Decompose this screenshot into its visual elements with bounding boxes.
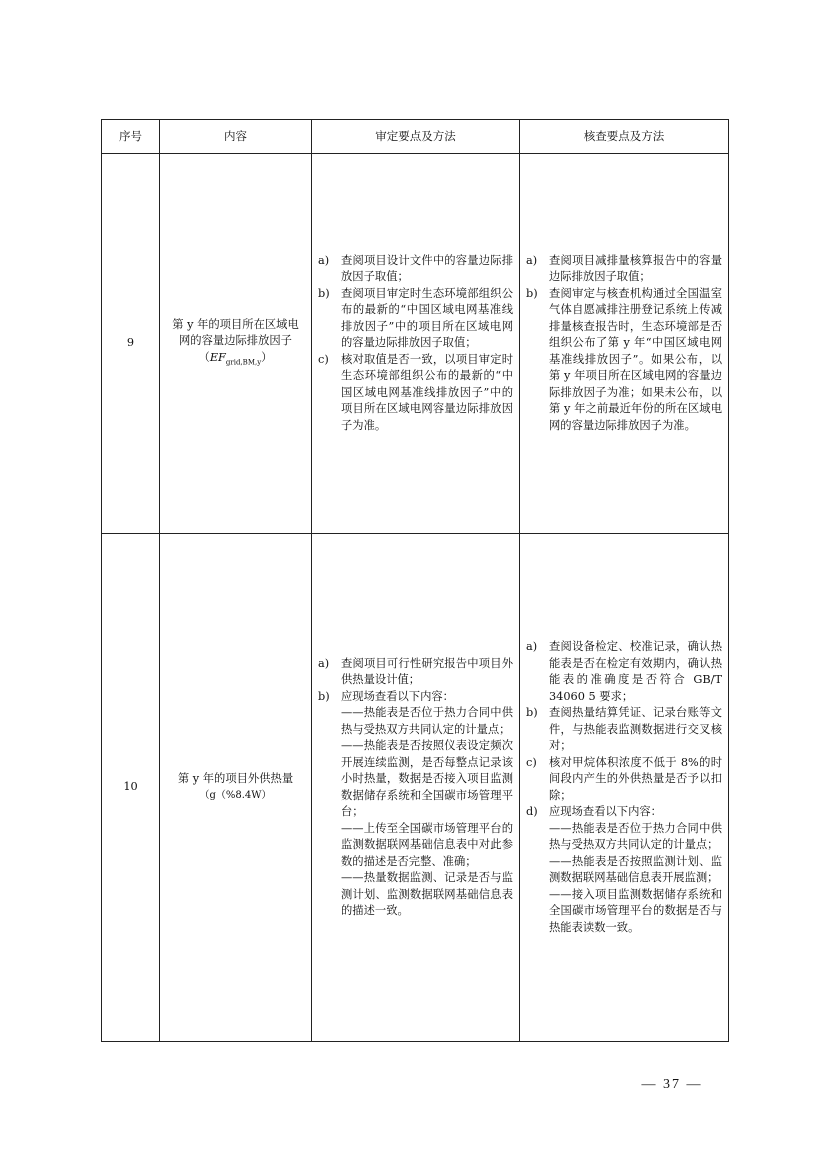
list-item xyxy=(318,253,513,286)
list-item xyxy=(526,639,722,705)
header-content: 内容 xyxy=(160,120,312,154)
item-lead: 应现场查看以下内容： xyxy=(341,689,454,703)
item-mark: c) xyxy=(526,755,537,769)
item-text: 查阅热量结算凭证、记录台账等文件，与热能表监测数据进行交叉核对； xyxy=(549,706,722,752)
list-item xyxy=(318,689,513,920)
symbol-subscript: grid,BM,y xyxy=(225,357,262,366)
content-symbol xyxy=(210,351,261,364)
item-text: 核对取值是否一致，以项目审定时生态环境部组织公布的最新的“中国区域电网基准线排放因子”中的项目所在区域电网容量边际排放因子为准。 xyxy=(341,352,513,432)
item-mark: d) xyxy=(526,805,538,818)
header-verification: 核查要点及方法 xyxy=(520,120,729,154)
validation-list xyxy=(318,253,513,435)
item-text xyxy=(341,689,513,920)
sub-item: ——接入项目监测数据储存系统和全国碳市场管理平台的数据是否与热能表读数一致。 xyxy=(549,887,722,934)
header-no: 序号 xyxy=(102,120,160,154)
page-number: — 37 — xyxy=(641,1077,703,1092)
list-item xyxy=(526,253,722,286)
sub-item: ——热能表是否按照仪表设定频次开展连续监测，是否每整点记录该小时热量，数据是否接入项目监测数据储存系统和全国碳市场管理平台； xyxy=(341,739,513,818)
item-mark: b) xyxy=(318,689,330,703)
verification-cell xyxy=(520,534,729,1042)
table-row xyxy=(102,154,729,534)
verification-list xyxy=(526,253,722,435)
header-validation: 审定要点及方法 xyxy=(312,120,520,154)
item-mark: a) xyxy=(526,253,538,267)
verification-cell xyxy=(520,154,729,534)
item-text: 查阅项目审定时生态环境部组织公布的最新的“中国区域电网基准线排放因子”中的项目所在区域电网的容量边际排放因子取值； xyxy=(341,286,513,350)
item-text: 查阅项目减排量核算报告中的容量边际排放因子取值； xyxy=(549,253,722,284)
validation-list xyxy=(318,656,513,920)
item-text xyxy=(549,804,722,936)
content-symbol: （g（%8.4W） xyxy=(199,790,272,801)
list-item xyxy=(526,755,722,805)
row-content xyxy=(160,534,312,1042)
content-text: 第 y 年的项目所在区域电网的容量边际排放因子 xyxy=(172,317,299,348)
item-text: 查阅项目可行性研究报告中项目外供热量设计值； xyxy=(341,656,513,686)
content-text: 第 y 年的项目外供热量 xyxy=(177,771,294,785)
validation-cell xyxy=(312,534,520,1042)
list-item xyxy=(526,804,722,936)
list-item xyxy=(318,352,513,435)
sub-item: ——热能表是否位于热力合同中供热与受热双方共同认定的计量点； xyxy=(549,821,722,851)
item-lead: 应现场查看以下内容： xyxy=(549,805,662,818)
row-number: 9 xyxy=(102,154,160,534)
item-text: 查阅设备检定、校准记录，确认热能表是否在检定有效期内，确认热能表的准确度是否符合 GB/T 34060 5 要求； xyxy=(549,640,722,703)
sub-item: ——热量数据监测、记录是否与监测计划、监测数据联网基础信息表的描述一致。 xyxy=(341,871,513,917)
table-row xyxy=(102,534,729,1042)
review-table xyxy=(101,119,729,1042)
verification-list xyxy=(526,639,722,936)
item-text: 查阅项目设计文件中的容量边际排放因子取值； xyxy=(341,253,513,284)
item-mark: b) xyxy=(526,286,538,300)
list-item xyxy=(526,286,722,435)
row-number: 10 xyxy=(102,534,160,1042)
item-text: 核对甲烷体积浓度不低于 8%的时间段内产生的外供热量是否予以扣除； xyxy=(549,755,722,802)
validation-cell xyxy=(312,154,520,534)
item-mark: a) xyxy=(318,253,330,267)
row-content: 第 y 年的项目所在区域电网的容量边际排放因子 $(EF_{grid,BM,y})$ xyxy=(160,154,312,534)
sub-item: ——热能表是否按照监测计划、监测数据联网基础信息表开展监测； xyxy=(549,854,722,884)
item-text: 查阅审定与核查机构通过全国温室气体自愿减排注册登记系统上传减排量核查报告时，生态环境部是否组织公布了第 y 年“中国区域电网基准线排放因子”。如果公布，以第 y 年项目所在区域电网的容量边际排放因子为准；如果未公布，以第 y 年之前最近年份的所在区域电网的容量边际排放因子为准。 xyxy=(549,286,722,432)
item-mark: b) xyxy=(318,286,330,300)
sub-item: ——上传至全国碳市场管理平台的监测数据联网基础信息表中对此参数的描述是否完整、准确； xyxy=(341,821,513,868)
list-item xyxy=(526,705,722,755)
list-item xyxy=(318,656,513,689)
item-mark: b) xyxy=(526,706,538,719)
list-item xyxy=(318,286,513,352)
item-mark: a) xyxy=(526,640,538,653)
symbol-main: EF xyxy=(209,350,226,364)
item-mark: a) xyxy=(318,656,330,670)
item-mark: c) xyxy=(318,352,329,366)
sub-item: ——热能表是否位于热力合同中供热与受热双方共同认定的计量点； xyxy=(341,706,513,736)
table-header-row xyxy=(102,120,729,154)
